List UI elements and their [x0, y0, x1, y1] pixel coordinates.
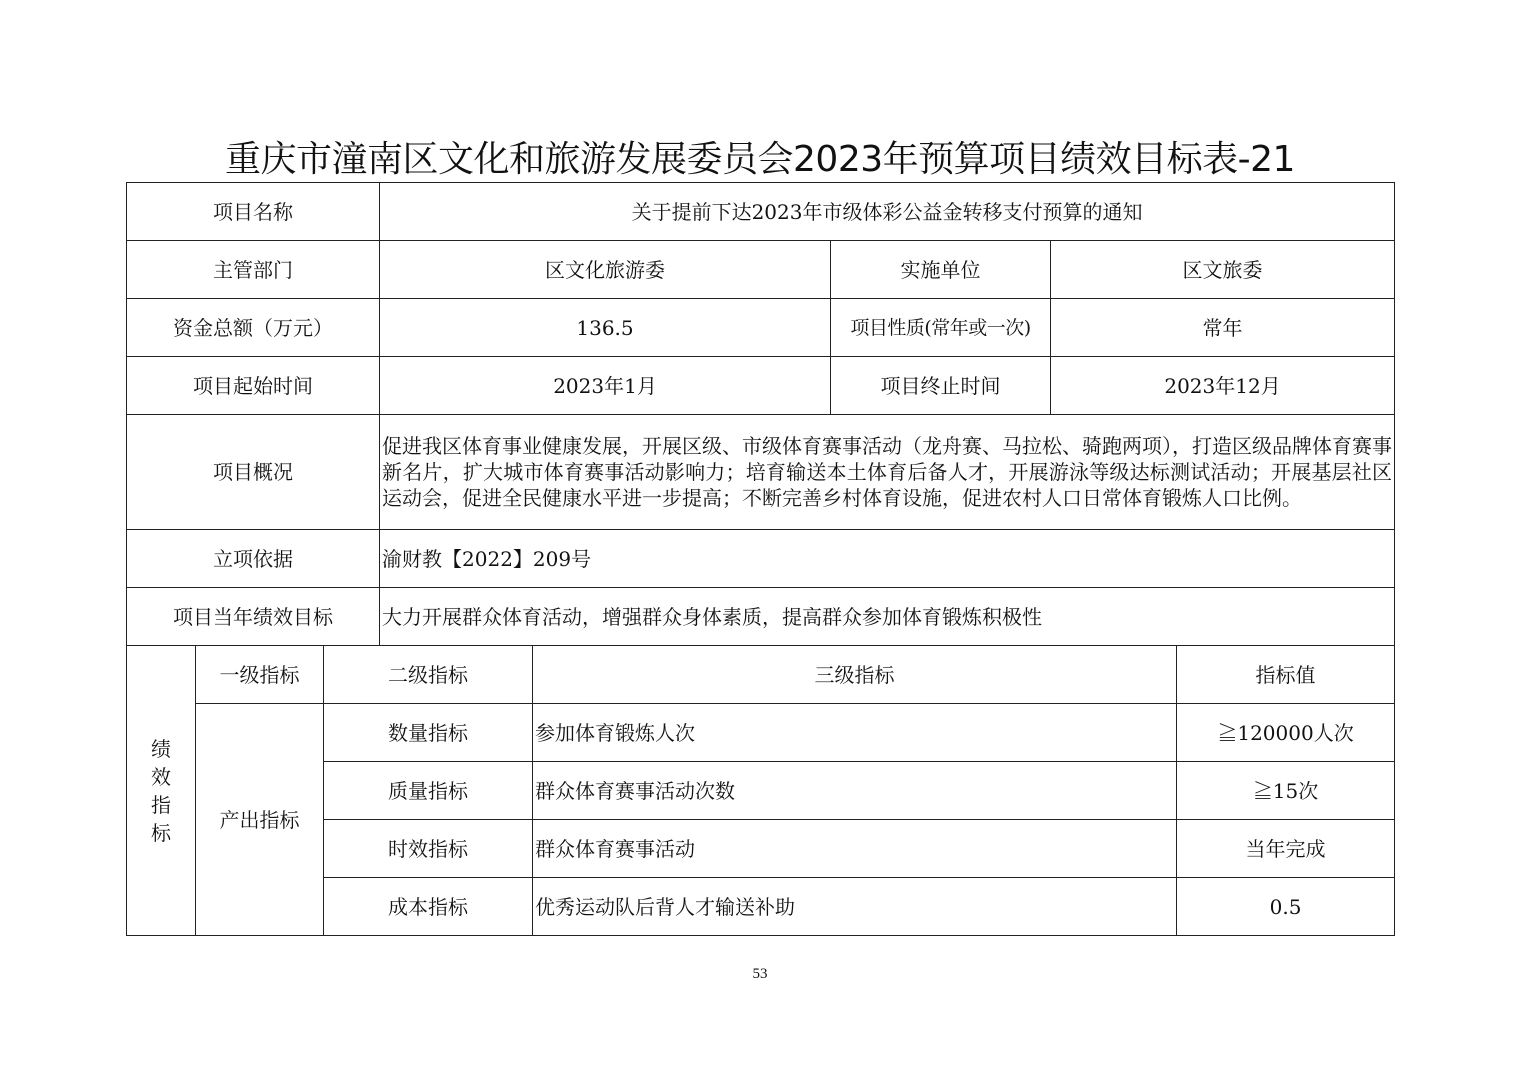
row-fund [127, 299, 1395, 357]
indicator-value: 0.5 [1177, 878, 1395, 936]
indicator-row [127, 704, 1395, 762]
overview-value: 促进我区体育事业健康发展，开展区级、市级体育赛事活动（龙舟赛、马拉松、骑跑两项），打造区级品牌体育赛事新名片，扩大城市体育赛事活动影响力；培育输送本土体育后备人才，开展游泳等级达标测试活动；开展基层社区运动会，促进全民健康水平进一步提高；不断完善乡村体育设施，促进农村人口日常体育锻炼人口比例。 [380, 415, 1395, 530]
indicator-header-row [127, 646, 1395, 704]
indicators-side-label [127, 646, 196, 936]
indicator-level2: 数量指标 [324, 704, 533, 762]
indicator-value: ≧15次 [1177, 762, 1395, 820]
indicator-level2: 时效指标 [324, 820, 533, 878]
indicator-level3: 群众体育赛事活动 [533, 820, 1177, 878]
row-period [127, 357, 1395, 415]
indicator-value: ≧120000人次 [1177, 704, 1395, 762]
page-title: 重庆市潼南区文化和旅游发展委员会2023年预算项目绩效目标表-21 [225, 139, 1295, 180]
indicators-side-text: 绩效指标 [151, 736, 171, 845]
end-label: 项目终止时间 [831, 357, 1051, 415]
indicator-value: 当年完成 [1177, 820, 1395, 878]
unit-label: 实施单位 [831, 241, 1051, 299]
basis-label: 立项依据 [127, 530, 380, 588]
unit-value: 区文旅委 [1051, 241, 1395, 299]
row-goal [127, 588, 1395, 646]
project-name-value: 关于提前下达2023年市级体彩公益金转移支付预算的通知 [380, 183, 1395, 241]
overview-label: 项目概况 [127, 415, 380, 530]
row-department [127, 241, 1395, 299]
project-name-label: 项目名称 [127, 183, 380, 241]
header-level3: 三级指标 [533, 646, 1177, 704]
indicator-level2: 质量指标 [324, 762, 533, 820]
nature-value: 常年 [1051, 299, 1395, 357]
header-level2: 二级指标 [324, 646, 533, 704]
header-level1: 一级指标 [196, 646, 324, 704]
start-label: 项目起始时间 [127, 357, 380, 415]
row-overview [127, 415, 1395, 530]
output-indicator-group: 产出指标 [196, 704, 324, 936]
goal-label: 项目当年绩效目标 [127, 588, 380, 646]
indicator-level3: 群众体育赛事活动次数 [533, 762, 1177, 820]
performance-target-table [126, 182, 1395, 936]
indicator-level2: 成本指标 [324, 878, 533, 936]
header-value: 指标值 [1177, 646, 1395, 704]
indicator-level3: 优秀运动队后背人才输送补助 [533, 878, 1177, 936]
row-project-name [127, 183, 1395, 241]
fund-value: 136.5 [380, 299, 831, 357]
indicator-level3: 参加体育锻炼人次 [533, 704, 1177, 762]
end-value: 2023年12月 [1051, 357, 1395, 415]
page-number: 53 [752, 966, 768, 982]
row-basis [127, 530, 1395, 588]
dept-value: 区文化旅游委 [380, 241, 831, 299]
nature-label: 项目性质(常年或一次) [831, 299, 1051, 357]
start-value: 2023年1月 [380, 357, 831, 415]
goal-value: 大力开展群众体育活动，增强群众身体素质，提高群众参加体育锻炼积极性 [380, 588, 1395, 646]
dept-label: 主管部门 [127, 241, 380, 299]
basis-value: 渝财教【2022】209号 [380, 530, 1395, 588]
fund-label: 资金总额（万元） [127, 299, 380, 357]
